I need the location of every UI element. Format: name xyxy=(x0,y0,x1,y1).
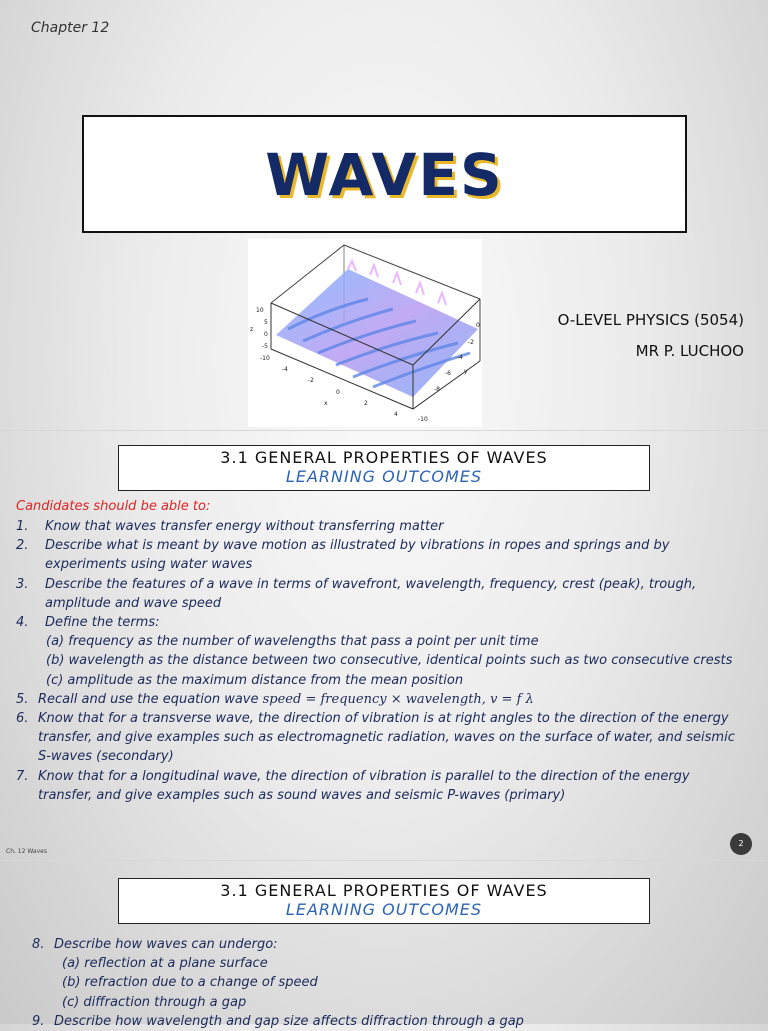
section-header xyxy=(118,878,650,924)
page-title: WAVES xyxy=(265,141,504,209)
item-text: Describe how wavelength and gap size affects diffraction through a gap xyxy=(54,1013,524,1029)
z-axis-label: z xyxy=(250,326,254,333)
list-item xyxy=(16,709,746,767)
z-tick: 0 xyxy=(264,331,268,338)
item-number: 6. xyxy=(16,711,29,727)
learning-outcomes-slide-continued xyxy=(0,860,768,1029)
item-number: 9. xyxy=(32,1013,45,1029)
sub-item: (a) frequency as the number of wavelengths that pass a point per unit time xyxy=(46,634,539,650)
intro-text: Candidates should be able to: xyxy=(16,499,211,514)
outcomes-list xyxy=(16,517,746,805)
item-number: 4. xyxy=(16,615,29,631)
wave-surface-graphic xyxy=(248,239,482,427)
slide-footer: Ch. 12 Waves xyxy=(6,848,47,855)
title-slide xyxy=(0,0,768,430)
list-item xyxy=(16,613,746,632)
item-number: 2. xyxy=(16,538,29,554)
x-axis-label: x xyxy=(324,400,328,407)
outcomes-list xyxy=(32,935,732,1031)
section-title: 3.1 GENERAL PROPERTIES OF WAVES xyxy=(220,881,548,900)
y-tick: -8 xyxy=(434,386,440,393)
teacher-name: MR P. LUCHOO xyxy=(635,342,744,360)
item-text: Define the terms: xyxy=(45,615,160,631)
z-tick: 10 xyxy=(256,307,264,314)
section-subtitle: LEARNING OUTCOMES xyxy=(285,900,483,919)
section-title: 3.1 GENERAL PROPERTIES OF WAVES xyxy=(220,448,548,467)
list-item xyxy=(16,767,746,805)
z-tick: -10 xyxy=(260,355,270,362)
y-tick: -6 xyxy=(445,370,451,377)
section-subtitle: LEARNING OUTCOMES xyxy=(285,467,483,486)
item-number: 1. xyxy=(16,519,29,534)
sub-item: (c) amplitude as the maximum distance from the mean position xyxy=(46,672,464,688)
page-number-badge: 2 xyxy=(730,833,752,855)
item-number: 5. xyxy=(16,691,29,707)
z-tick: 5 xyxy=(264,319,268,326)
list-item xyxy=(16,575,746,613)
x-tick: -4 xyxy=(282,366,288,373)
y-tick: -10 xyxy=(418,416,428,423)
y-tick: 0 xyxy=(476,322,480,329)
chapter-label: Chapter 12 xyxy=(31,20,110,36)
x-tick: 0 xyxy=(336,389,340,396)
item-number: 3. xyxy=(16,576,29,592)
z-tick: -5 xyxy=(262,343,268,350)
y-tick: -4 xyxy=(457,354,463,361)
wave-surface-plot xyxy=(248,239,482,427)
list-item xyxy=(32,935,732,954)
x-tick: 4 xyxy=(394,411,398,418)
item-text-wrapper xyxy=(16,690,746,709)
item-text: Know that waves transfer energy without transferring matter xyxy=(45,519,444,534)
item-text: Know that for a transverse wave, the direction of vibration is at right angles to the direction of the energy transfer, and give examples such as electromagnetic radiation, waves on the surface of water, and seismic S-waves (secondary) xyxy=(38,711,735,765)
sub-item: (b) refraction due to a change of speed xyxy=(62,975,318,991)
sub-item: (c) diffraction through a gap xyxy=(62,994,247,1010)
item-text: Know that for a longitudinal wave, the direction of vibration is parallel to the direction of the energy transfer, and give examples such as sound waves and seismic P-waves (primary) xyxy=(38,768,690,803)
item-text: Describe how waves can undergo: xyxy=(54,937,278,952)
learning-outcomes-slide xyxy=(0,430,768,861)
x-tick: 2 xyxy=(364,400,368,407)
y-tick: -2 xyxy=(468,339,474,346)
section-header xyxy=(118,445,650,491)
list-item xyxy=(16,517,746,536)
x-tick: -2 xyxy=(308,377,314,384)
sub-item: (a) reflection at a plane surface xyxy=(62,956,268,972)
list-item xyxy=(32,1012,732,1031)
item-text: Describe the features of a wave in terms of wavefront, wavelength, frequency, crest (peak), trough, amplitude and wave speed xyxy=(45,576,697,611)
item-text: Describe what is meant by wave motion as illustrated by vibrations in ropes and springs and by experiments using water waves xyxy=(45,538,670,573)
item-number: 8. xyxy=(32,937,45,952)
list-item xyxy=(16,536,746,574)
item-text: Recall and use the equation wave xyxy=(38,691,263,707)
list-item xyxy=(16,690,746,709)
item-number: 7. xyxy=(16,768,29,784)
equation: speed = frequency × wavelength, v = f λ xyxy=(262,691,534,707)
course-title: O-LEVEL PHYSICS (5054) xyxy=(557,311,744,329)
y-axis-label: y xyxy=(464,368,468,375)
sub-item: (b) wavelength as the distance between two consecutive, identical points such as two consecutive crests xyxy=(46,653,733,669)
title-box xyxy=(82,115,687,233)
